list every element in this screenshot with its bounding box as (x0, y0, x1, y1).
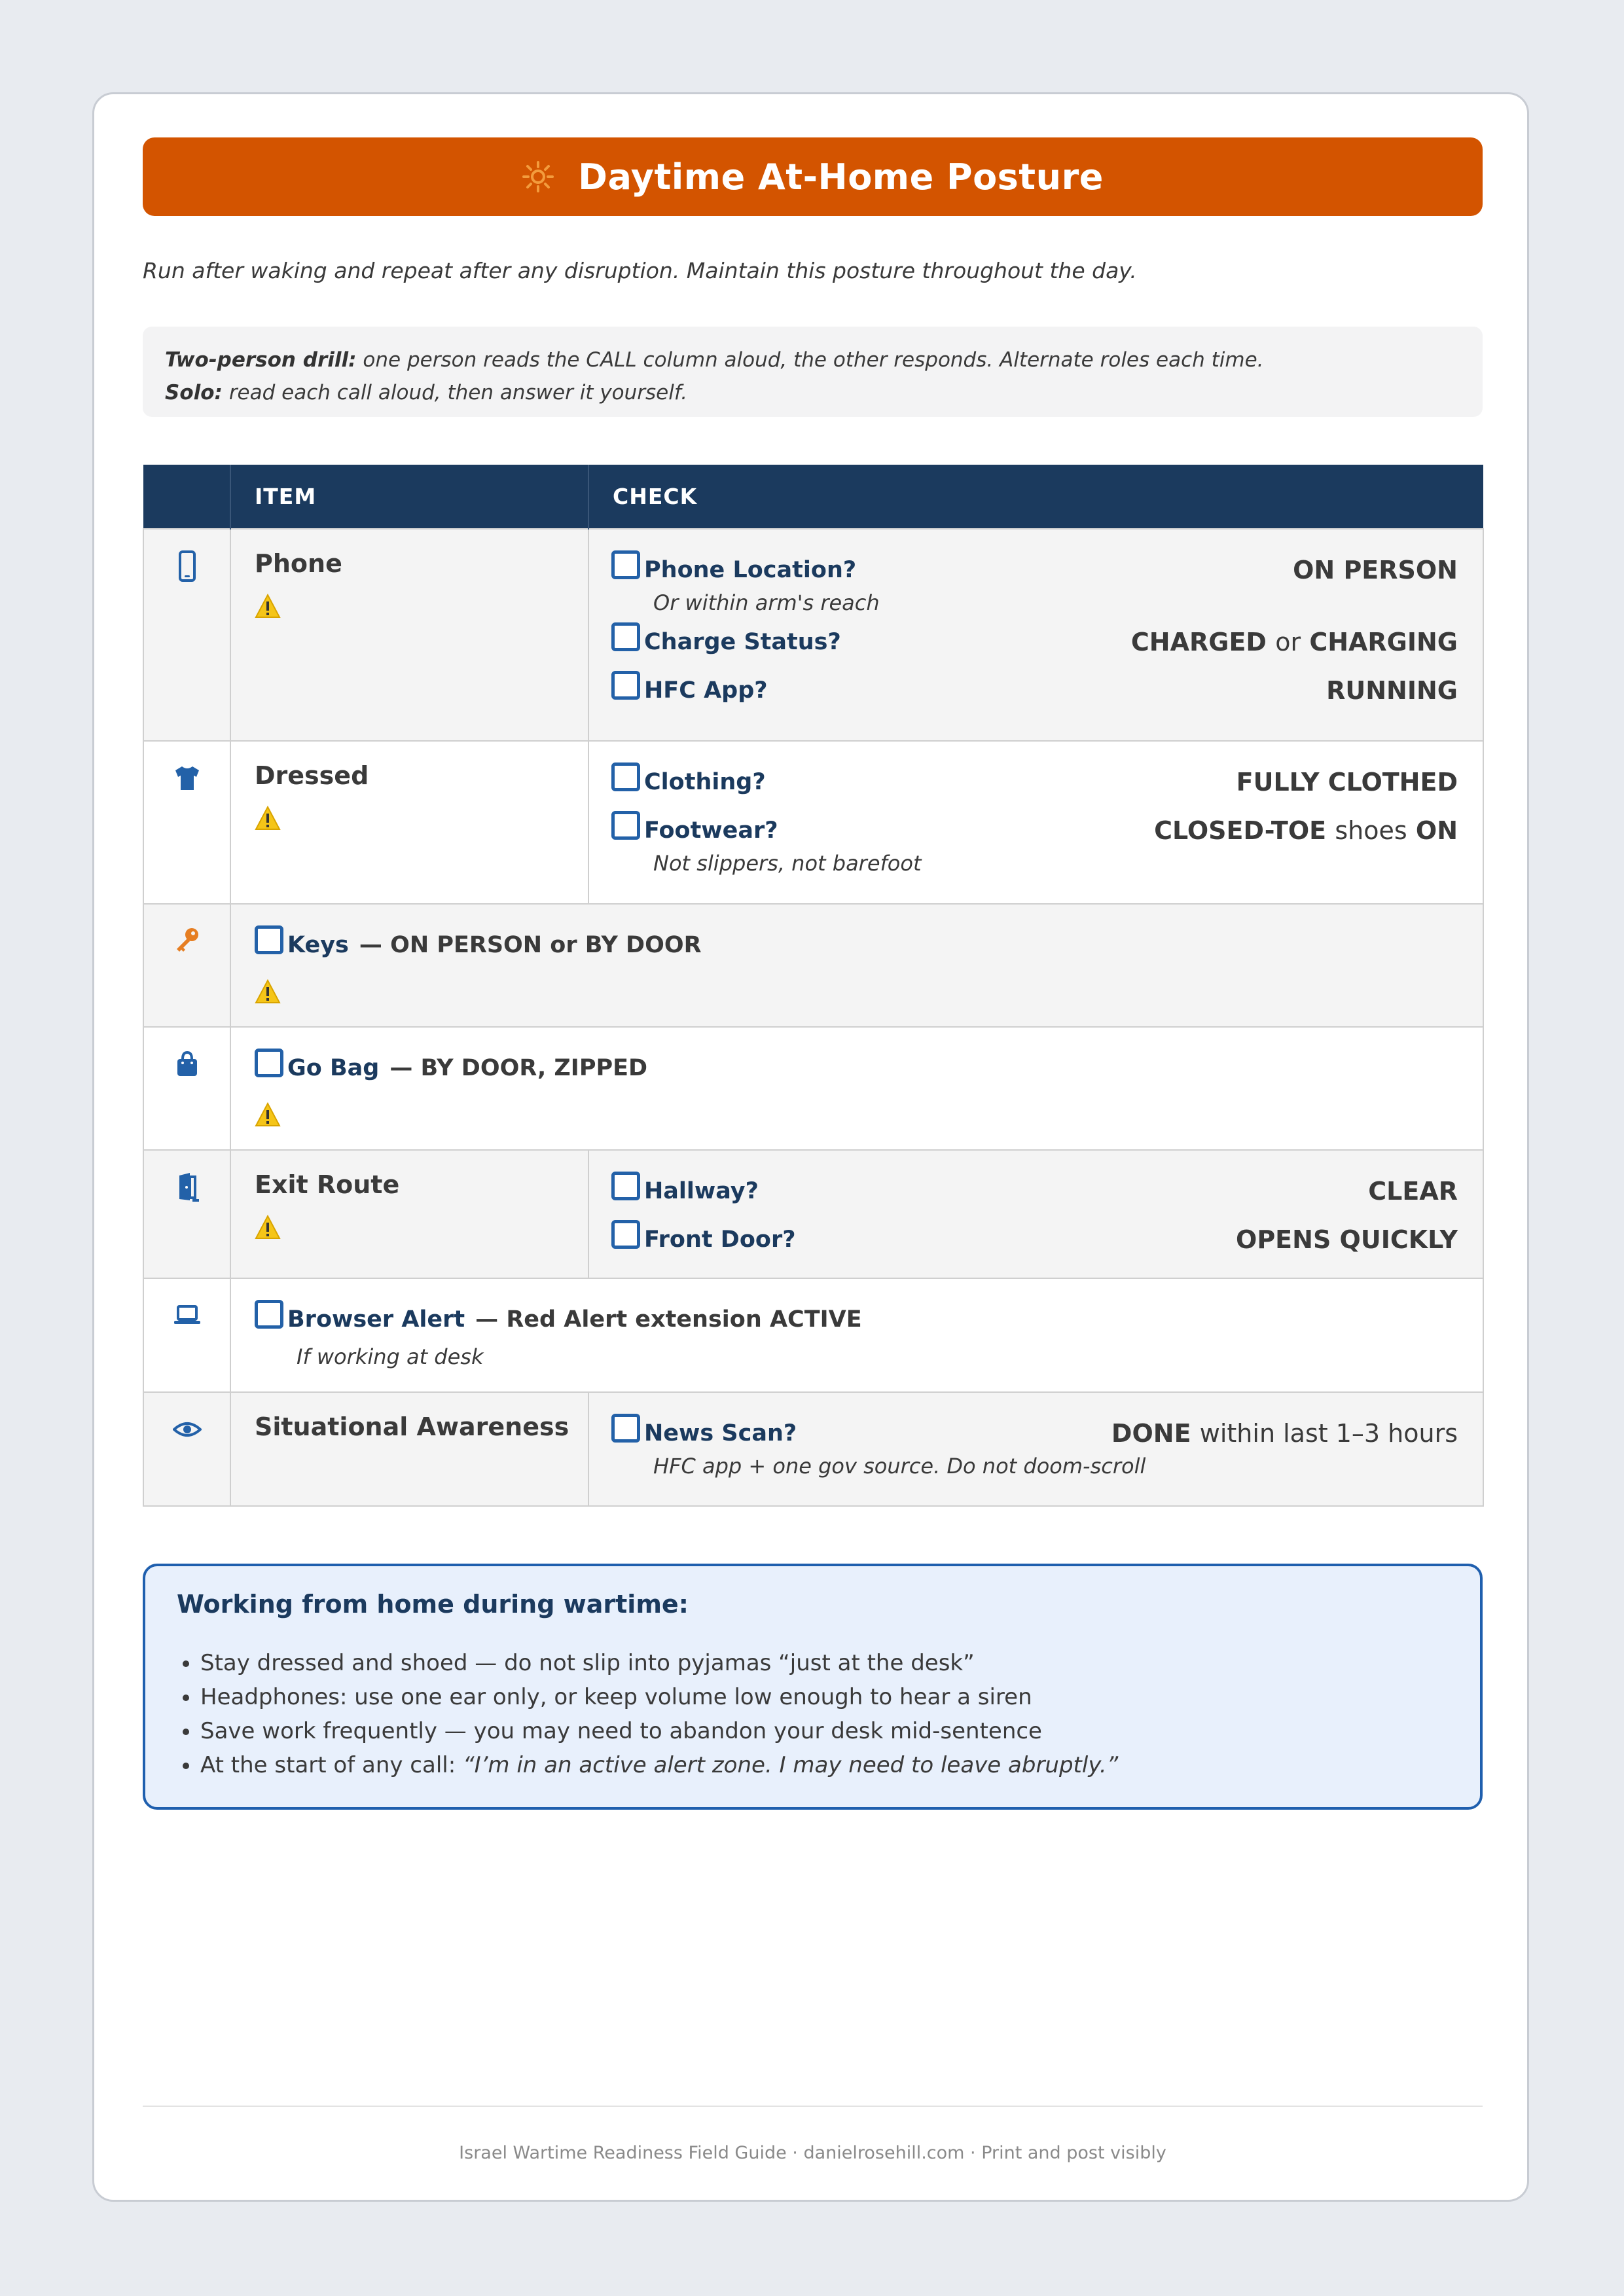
warning-icon (255, 1215, 281, 1240)
drill-solo-text: read each call aloud, then answer it yourself. (228, 381, 688, 404)
check-column-header: CHECK (588, 465, 1483, 529)
clothing-checkbox[interactable] (611, 762, 640, 791)
news-scan-note: HFC app + one gov source. Do not doom-scroll (653, 1454, 1146, 1479)
browser-alert-requirement: — Red Alert extension ACTIVE (475, 1306, 862, 1333)
go-bag-label: Go Bag (287, 1055, 380, 1081)
footwear-answer-shoes: shoes (1335, 816, 1407, 845)
work-from-home-box (143, 1564, 1483, 1810)
table-row-situational-awareness (143, 1392, 1483, 1506)
shirt-icon (173, 762, 202, 794)
warning-icon (255, 594, 281, 619)
list-item (200, 1748, 1449, 1782)
warning-icon (255, 806, 281, 831)
phone-location-question: Phone Location? (644, 557, 857, 583)
wfh-call-prefix: At the start of any call: (200, 1752, 456, 1778)
bag-icon (173, 1049, 202, 1080)
news-scan-checkbox[interactable] (611, 1414, 640, 1443)
item-name-situational-awareness: Situational Awareness (255, 1412, 569, 1441)
title-banner (143, 137, 1483, 216)
list-item: • Headphones: use one ear only, or keep volume low enough to hear a siren (200, 1680, 1449, 1714)
footer-text: Israel Wartime Readiness Field Guide · danielrosehill.com · Print and post visibly (459, 2143, 1166, 2163)
table-row-browser-alert (143, 1278, 1483, 1392)
drill-two-label: Two-person drill: (165, 348, 357, 372)
drill-two-text: one person reads the CALL column aloud, the other responds. Alternate roles each time. (363, 348, 1264, 372)
phone-icon (173, 550, 202, 582)
browser-alert-label: Browser Alert (287, 1306, 465, 1333)
item-name-phone: Phone (255, 549, 342, 578)
item-column-header: ITEM (230, 465, 588, 529)
phone-location-note: Or within arm's reach (653, 590, 880, 615)
front-door-question: Front Door? (644, 1227, 796, 1253)
footwear-answer-closed-toe: CLOSED-TOE (1154, 816, 1327, 845)
wfh-title: Working from home during wartime: (177, 1590, 689, 1619)
clothing-answer: FULLY CLOTHED (1236, 768, 1458, 797)
table-row-go-bag (143, 1027, 1483, 1150)
hallway-question: Hallway? (644, 1178, 759, 1204)
hallway-answer: CLEAR (1368, 1177, 1458, 1206)
footer-divider (143, 2106, 1483, 2107)
door-icon (173, 1172, 202, 1203)
charge-status-question: Charge Status? (644, 629, 841, 655)
table-row-keys (143, 904, 1483, 1027)
sun-icon (522, 160, 554, 193)
hfc-app-checkbox[interactable] (611, 671, 640, 700)
charge-status-checkbox[interactable] (611, 622, 640, 651)
news-scan-answer-done: DONE (1111, 1419, 1191, 1448)
item-name-dressed: Dressed (255, 761, 369, 790)
item-name-exit-route: Exit Route (255, 1170, 400, 1199)
table-row-dressed (143, 741, 1483, 904)
wfh-call-quote: “I’m in an active alert zone. I may need to leave abruptly.” (462, 1752, 1119, 1778)
front-door-answer: OPENS QUICKLY (1236, 1225, 1458, 1254)
keys-checkbox[interactable] (255, 925, 283, 954)
phone-location-answer: ON PERSON (1293, 556, 1458, 584)
footwear-question: Footwear? (644, 817, 778, 844)
hfc-app-question: HFC App? (644, 677, 768, 704)
footwear-note: Not slippers, not barefoot (653, 851, 922, 876)
keys-label: Keys (287, 932, 349, 958)
footwear-checkbox[interactable] (611, 811, 640, 840)
warning-icon (255, 1102, 281, 1127)
hfc-app-answer: RUNNING (1326, 676, 1458, 705)
clothing-question: Clothing? (644, 769, 766, 795)
charge-answer-charged: CHARGED (1130, 628, 1267, 656)
checklist-table (143, 465, 1484, 1507)
news-scan-answer-window: within last 1–3 hours (1199, 1419, 1458, 1448)
laptop-icon (173, 1300, 202, 1331)
drill-solo-label: Solo: (165, 381, 223, 404)
icon-column-header (143, 465, 230, 529)
page-title: Daytime At-Home Posture (578, 156, 1104, 198)
go-bag-requirement: — BY DOOR, ZIPPED (389, 1055, 648, 1081)
list-item: • Stay dressed and shoed — do not slip into pyjamas “just at the desk” (200, 1646, 1449, 1680)
keys-requirement: — ON PERSON or BY DOOR (359, 932, 702, 958)
table-row-exit-route (143, 1150, 1483, 1278)
wfh-list (177, 1646, 1449, 1782)
charge-answer-charging: CHARGING (1309, 628, 1458, 656)
go-bag-checkbox[interactable] (255, 1049, 283, 1077)
eye-icon (173, 1414, 202, 1445)
checklist-card (92, 92, 1529, 2202)
phone-location-checkbox[interactable] (611, 550, 640, 579)
news-scan-question: News Scan? (644, 1420, 797, 1446)
browser-alert-note: If working at desk (297, 1344, 484, 1369)
browser-alert-checkbox[interactable] (255, 1300, 283, 1329)
front-door-checkbox[interactable] (611, 1220, 640, 1249)
hallway-checkbox[interactable] (611, 1172, 640, 1200)
key-icon (173, 925, 202, 957)
list-item: • Save work frequently — you may need to abandon your desk mid-sentence (200, 1714, 1449, 1748)
footwear-answer-on: ON (1415, 816, 1458, 845)
intro-text: Run after waking and repeat after any disruption. Maintain this posture throughout the day. (143, 258, 1137, 283)
table-row-phone (143, 529, 1483, 741)
charge-answer-or: or (1275, 628, 1301, 656)
drill-instructions (143, 327, 1483, 417)
warning-icon (255, 979, 281, 1004)
